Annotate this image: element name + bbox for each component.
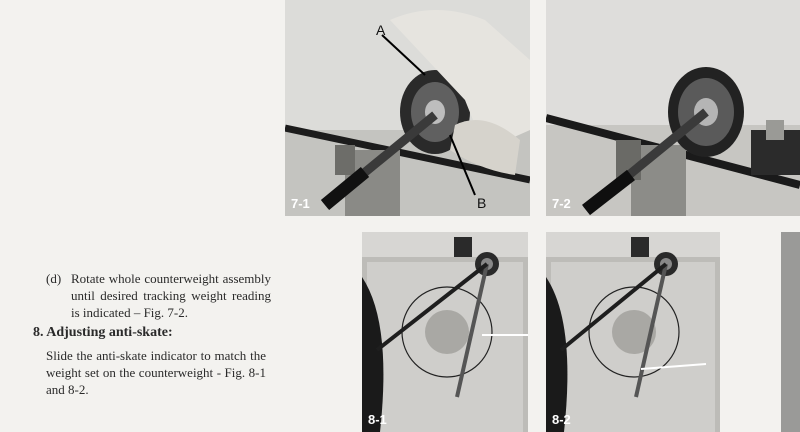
callout-b: B — [477, 195, 487, 211]
figure-8-2-photo — [546, 232, 720, 432]
section-text: Slide the anti-skate indicator to match the weight set on the counterweight - Fig. 8-1 and 8-2. — [46, 348, 266, 397]
section-heading: 8. Adjusting anti-skate: — [33, 325, 173, 340]
instruction-column — [0, 0, 285, 432]
figure-7-2-label: 7-2 — [552, 196, 571, 211]
callout-a: A — [376, 22, 386, 38]
cropped-photo-edge — [781, 232, 800, 432]
figure-7-1-photo — [285, 0, 530, 216]
step-d-text: Rotate whole counterweight assembly until desired tracking weight reading is indicated – Fig. 7-2. — [71, 271, 271, 320]
figure-8-2-label: 8-2 — [552, 412, 571, 427]
step-d — [46, 270, 271, 321]
figure-8-1-photo — [362, 232, 528, 432]
figure-7-1-label: 7-1 — [291, 196, 310, 211]
step-d-marker: (d) — [46, 271, 62, 286]
figure-7-2-photo — [546, 0, 800, 216]
figure-8-1-label: 8-1 — [368, 412, 387, 427]
